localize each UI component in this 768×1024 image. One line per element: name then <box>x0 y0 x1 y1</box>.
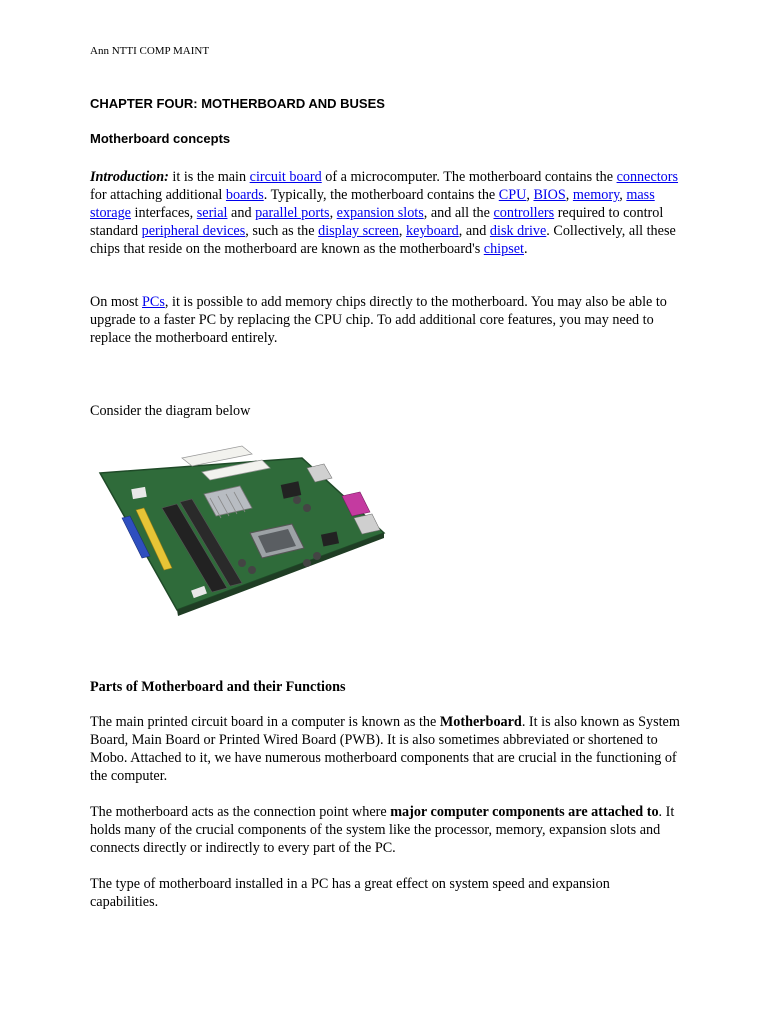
link-controllers[interactable]: controllers <box>493 205 555 221</box>
link-disk-drive[interactable]: disk drive <box>489 223 547 239</box>
intro-text: for attaching additional <box>90 187 226 203</box>
intro-paragraph <box>90 168 680 258</box>
bold-motherboard: Motherboard <box>439 714 522 730</box>
section-title: Motherboard concepts <box>90 131 231 146</box>
main-paragraph <box>90 713 680 785</box>
intro-text: of a microcomputer. The motherboard contains the <box>321 169 617 185</box>
link-chipset[interactable]: chipset <box>483 241 524 257</box>
intro-text: , <box>398 223 406 239</box>
intro-text: , <box>329 205 337 221</box>
parts-heading: Parts of Motherboard and their Functions <box>90 679 346 695</box>
link-cpu[interactable]: CPU <box>498 187 527 203</box>
pcs-text: On most <box>90 294 143 310</box>
bold-major-components: major computer components are attached to <box>390 804 659 820</box>
intro-text: , and <box>458 223 490 239</box>
link-boards[interactable]: boards <box>225 187 264 203</box>
intro-text: , and all the <box>423 205 494 221</box>
link-parallel-ports[interactable]: parallel ports <box>255 205 330 221</box>
pcs-text: , it is possible to add memory chips directly to the motherboard. You may also be able to upgrade to a faster PC by replacing the CPU chip. To add additional core features, you may need to replace the motherboard entirely. <box>90 294 667 346</box>
intro-text: , such as the <box>245 223 319 239</box>
running-header: Ann NTTI COMP MAINT <box>90 45 210 57</box>
connection-text: . It holds many of the crucial components of the system like the processor, memory, expansion slots and connects directly or indirectly to every part of the PC. <box>90 804 675 856</box>
intro-text: , <box>565 187 573 203</box>
intro-text: and <box>227 205 256 221</box>
pcs-paragraph <box>90 293 680 347</box>
type-paragraph: The type of motherboard installed in a PC has a great effect on system speed and expansion capabilities. <box>90 876 610 910</box>
link-memory[interactable]: memory <box>572 187 620 203</box>
intro-text: it is the main <box>168 169 250 185</box>
link-circuit-board[interactable]: circuit board <box>249 169 322 185</box>
intro-lead: Introduction: <box>90 169 169 185</box>
link-pcs[interactable]: PCs <box>142 294 165 310</box>
intro-text: . Typically, the motherboard contains the <box>263 187 499 203</box>
link-peripheral-devices[interactable]: peripheral devices <box>141 223 246 239</box>
chapter-title: CHAPTER FOUR: MOTHERBOARD AND BUSES <box>90 96 385 111</box>
connection-text: The motherboard acts as the connection point where <box>90 804 391 820</box>
diagram-intro: Consider the diagram below <box>90 403 251 419</box>
connection-paragraph <box>90 803 680 857</box>
link-expansion-slots[interactable]: expansion slots <box>336 205 424 221</box>
link-serial[interactable]: serial <box>196 205 228 221</box>
intro-text: , <box>526 187 534 203</box>
intro-text: , <box>619 187 627 203</box>
intro-text: . <box>523 241 528 257</box>
link-connectors[interactable]: connectors <box>616 169 679 185</box>
link-display-screen[interactable]: display screen <box>318 223 399 239</box>
link-mass-storage[interactable]: mass storage <box>90 187 655 221</box>
intro-text: required to control standard <box>90 205 664 239</box>
main-text: . It is also known as System Board, Main Board or Printed Wired Board (PWB). It is also sometimes abbreviated or shortened to Mobo. Attached to it, we have numerous motherboard components that are crucial in the functioning of the computer. <box>90 714 680 784</box>
motherboard-image <box>92 438 392 618</box>
intro-text: interfaces, <box>130 205 197 221</box>
link-keyboard[interactable]: keyboard <box>405 223 459 239</box>
intro-text: . Collectively, all these chips that reside on the motherboard are known as the motherboard's <box>90 223 676 257</box>
link-bios[interactable]: BIOS <box>533 187 566 203</box>
main-text: The main printed circuit board in a computer is known as the <box>90 714 440 730</box>
